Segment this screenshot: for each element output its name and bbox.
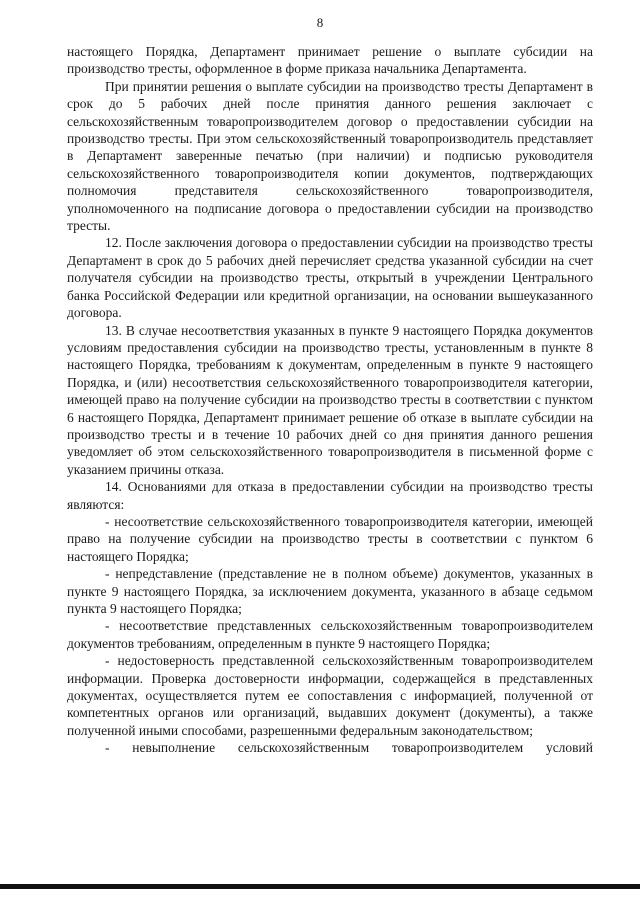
list-item-information-unreliable: - недостоверность представленной сельскохозяйственным товаропроизводителем информации. Проверка достоверности информации, содержащейся в представленных документах, осуществляется путем ее сопоставления с информацией, полученной от компетентных органов или организаций, выдавших документ (документы), а также полученной иными способами, разрешенными федеральным законодательством;: [67, 653, 593, 738]
list-item-conditions-unmet: - невыполнение сельскохозяйственным товаропроизводителем условий: [105, 740, 593, 756]
document-body: [67, 43, 593, 757]
list-item-documents-missing: - непредставление (представление не в полном объеме) документов, указанных в пункте 9 настоящего Порядка, за исключением документа, указанного в абзаце седьмом пункта 9 настоящего Порядка;: [67, 566, 593, 616]
paragraph-item-14: 14. Основаниями для отказа в предоставлении субсидии на производство тресты являются:: [67, 479, 593, 512]
paragraph-item-13: 13. В случае несоответствия указанных в пункте 9 настоящего Порядка документов условиям предоставления субсидии на производство тресты, установленным в пункте 8 настоящего Порядка, требованиям к документам, определенным в пункте 9 настоящего Порядка, и (или) несоответствия сельскохозяйственного товаропроизводителя категории, имеющей право на получение субсидии на производство тресты в соответствии с пунктом 6 настоящего Порядка, Департамент принимает решение об отказе в выплате субсидии на производство тресты и в течение 10 рабочих дней со дня принятия данного решения уведомляет об этом сельскохозяйственного товаропроизводителя в письменной форме с указанием причины отказа.: [67, 322, 593, 477]
paragraph-contract-conclusion: При принятии решения о выплате субсидии на производство тресты Департамент в срок до 5 рабочих дней после принятия данного решения заключает с сельскохозяйственным товаропроизводителем договор о предоставлении субсидии на производство тресты. При этом сельскохозяйственный товаропроизводитель представляет в Департамент заверенные печатью (при наличии) и подписью руководителя сельскохозяйственного товаропроизводителя копии документов, подтверждающих полномочия представителя сельскохозяйственного товаропроизводителя, уполномоченного на подписание договора о предоставлении субсидии на производство тресты.: [67, 78, 593, 234]
paragraph-continuation: настоящего Порядка, Департамент принимает решение о выплате субсидии на производство тресты, оформленное в форме приказа начальника Департамента.: [67, 44, 593, 77]
paragraph-item-12: 12. После заключения договора о предоставлении субсидии на производство тресты Департамент в срок до 5 рабочих дней перечисляет средства указанной субсидии на счет получателя субсидии на производство тресты, открытый в учреждении Центрального банка Российской Федерации или кредитной организации, на основании вышеуказанного договора.: [67, 235, 593, 321]
page-number: 8: [316, 15, 324, 30]
list-item-category-mismatch: - несоответствие сельскохозяйственного товаропроизводителя категории, имеющей право на получение субсидии на производство тресты в соответствии с пунктом 6 настоящего Порядка;: [67, 513, 593, 564]
bottom-scan-border: [0, 884, 640, 889]
list-item-documents-nonconforming: - несоответствие представленных сельскохозяйственным товаропроизводителем документов требованиям, определенным в пункте 9 настоящего Порядка;: [67, 618, 593, 651]
